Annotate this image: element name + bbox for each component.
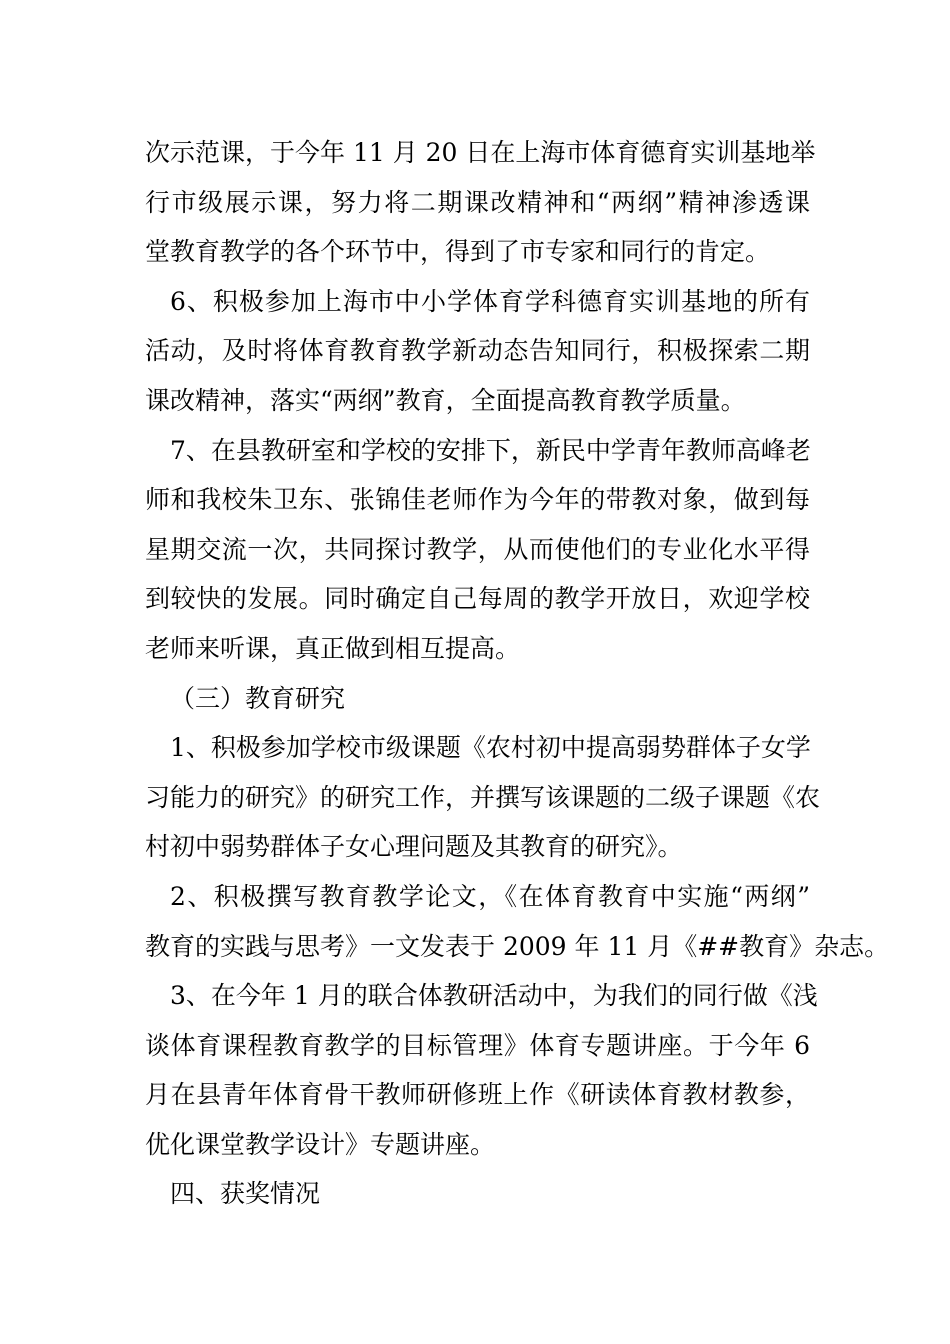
text-line: 6、积极参加上海市中小学体育学科德育实训基地的所有 bbox=[170, 286, 810, 316]
text-line: 谈体育课程教育教学的目标管理》体育专题讲座。于今年 6 bbox=[145, 1030, 810, 1060]
document-body bbox=[145, 128, 890, 1219]
text-line: 活动，及时将体育教育教学新动态告知同行，积极探索二期 bbox=[145, 336, 810, 366]
text-line: 1、积极参加学校市级课题《农村初中提高弱势群体子女学 bbox=[170, 733, 811, 763]
paragraph-research-3 bbox=[145, 971, 818, 1169]
text-line: 次示范课，于今年 11 月 20 日在上海市体育德育实训基地举 bbox=[145, 138, 816, 167]
text-line: 堂教育教学的各个环节中，得到了市专家和同行的肯定。 bbox=[145, 237, 771, 267]
section-heading: （三）教育研究 bbox=[170, 683, 346, 713]
paragraph-continued-demo-lesson bbox=[145, 128, 816, 277]
text-line: 行市级展示课，努力将二期课改精神和“两纲”精神渗透课 bbox=[145, 187, 810, 217]
text-line: 教育的实践与思考》一文发表于 2009 年 11 月《##教育》杂志。 bbox=[145, 931, 890, 961]
paragraph-item-6 bbox=[145, 277, 810, 426]
text-line: 优化课堂教学设计》专题讲座。 bbox=[145, 1129, 496, 1159]
text-line: 老师来听课，真正做到相互提高。 bbox=[145, 633, 521, 663]
text-line: 月在县青年体育骨干教师研修班上作《研读体育教材教参， bbox=[145, 1080, 810, 1110]
section-heading-education-research bbox=[145, 674, 810, 724]
paragraph-item-7 bbox=[145, 426, 810, 674]
text-line: 村初中弱势群体子女心理问题及其教育的研究》。 bbox=[145, 832, 683, 862]
text-line: 习能力的研究》的研究工作，并撰写该课题的二级子课题《农 bbox=[145, 782, 821, 812]
text-line: 师和我校朱卫东、张锦佳老师作为今年的带教对象，做到每 bbox=[145, 485, 810, 515]
section-heading-awards bbox=[145, 1169, 810, 1219]
text-line: 7、在县教研室和学校的安排下，新民中学青年教师高峰老 bbox=[170, 435, 811, 465]
paragraph-research-2 bbox=[145, 872, 890, 971]
text-line: 2、积极撰写教育教学论文，《在体育教育中实施“两纲” bbox=[170, 881, 810, 911]
text-line: 课改精神，落实“两纲”教育，全面提高教育教学质量。 bbox=[145, 385, 746, 415]
section-heading: 四、获奖情况 bbox=[170, 1179, 321, 1209]
text-line: 星期交流一次，共同探讨教学，从而使他们的专业化水平得 bbox=[145, 534, 810, 564]
text-line: 到较快的发展。同时确定自己每周的教学开放日，欢迎学校 bbox=[145, 584, 810, 614]
paragraph-research-1 bbox=[145, 723, 821, 872]
text-line: 3、在今年 1 月的联合体教研活动中，为我们的同行做《浅 bbox=[170, 981, 818, 1011]
